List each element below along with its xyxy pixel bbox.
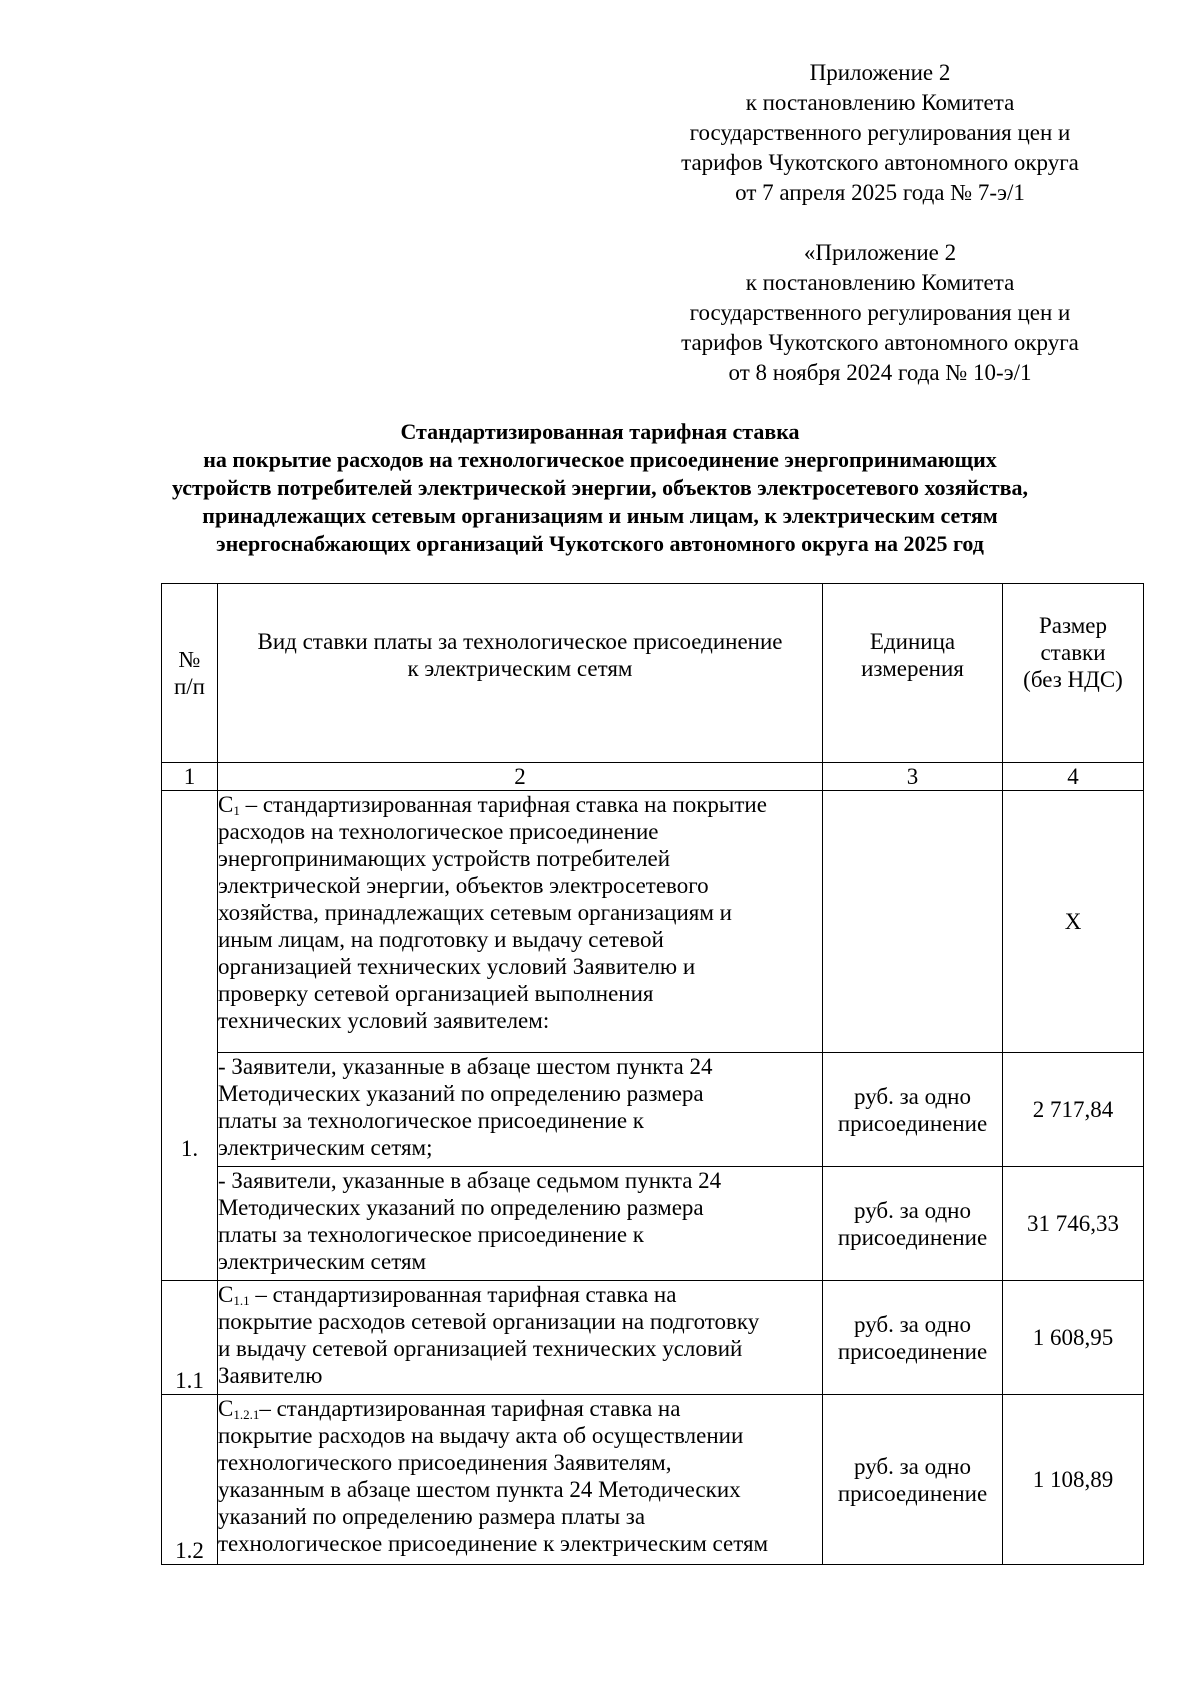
title-line: устройств потребителей электрической энергии, объектов электросетевого хозяйства, [171, 475, 1029, 500]
rate-symbol-subscript: 1 [233, 803, 240, 818]
appendix-line: государственного регулирования цен и [689, 120, 1071, 145]
rate-unit: руб. за одно присоединение [823, 1395, 1003, 1565]
header-rate-type: Вид ставки платы за технологическое присоединение к электрическим сетям [218, 584, 823, 763]
rate-symbol: С [218, 1396, 234, 1421]
rate-symbol-subscript: 1.2.1 [233, 1407, 260, 1422]
table-header-row [162, 584, 1144, 763]
unit-cell-empty [823, 791, 1003, 1053]
header-rate: Размер ставки (без НДС) [1003, 584, 1144, 763]
title-line: Стандартизированная тарифная ставка [400, 419, 800, 444]
title-line: энергоснабжающих организаций Чукотского автономного округа на 2025 год [216, 531, 984, 556]
rate-unit: руб. за одно присоединение [823, 1167, 1003, 1281]
row-number: 1.1 [162, 1281, 218, 1395]
header-number: № п/п [162, 584, 218, 763]
rate-value: 2 717,84 [1003, 1053, 1144, 1167]
rate-value: 31 746,33 [1003, 1167, 1144, 1281]
appendix-header-previous [640, 238, 1120, 388]
appendix-line: от 8 ноября 2024 года № 10-э/1 [728, 360, 1032, 385]
column-number: 2 [218, 763, 823, 791]
rate-description: - Заявители, указанные в абзаце седьмом пункта 24 Методических указаний по определению размера платы за технологическое присоединение к электрическим сетям [218, 1167, 823, 1281]
table-row [162, 1053, 1144, 1167]
rate-unit: руб. за одно присоединение [823, 1281, 1003, 1395]
rate-symbol: С [218, 792, 234, 817]
appendix-line: тарифов Чукотского автономного округа [681, 330, 1079, 355]
appendix-line: от 7 апреля 2025 года № 7-э/1 [735, 180, 1025, 205]
appendix-line: Приложение 2 [809, 60, 951, 85]
column-number: 4 [1003, 763, 1144, 791]
table-row [162, 1167, 1144, 1281]
row-number: 1. [162, 791, 218, 1281]
rate-symbol: С [218, 1282, 234, 1307]
table-row [162, 1281, 1144, 1395]
column-number: 1 [162, 763, 218, 791]
document-title [100, 418, 1100, 558]
header-unit: Единица измерения [823, 584, 1003, 763]
rate-description: - Заявители, указанные в абзаце шестом пункта 24 Методических указаний по определению размера платы за технологическое присоединение к электрическим сетям; [218, 1053, 823, 1167]
rate-description: $С_{1.1}$ – стандартизированная тарифная ставка на покрытие расходов сетевой организации на подготовку и выдачу сетевой организацией технических условий Заявителю [218, 1281, 823, 1395]
rate-symbol-subscript: 1.1 [233, 1293, 250, 1308]
column-number-row [162, 763, 1144, 791]
rate-description: $С_1$ – стандартизированная тарифная ставка на покрытие расходов на технологическое присоединение энергопринимающих устройств потребителей электрической энергии, объектов электросетевого хозяйства, принадлежащих сетевым организациям и иным лицам, на подготовку и выдачу сетевой организацией технических условий Заявителю и проверку сетевой организацией выполнения технических условий заявителем: [218, 791, 823, 1053]
tariff-table [161, 583, 1144, 1565]
title-line: принадлежащих сетевым организациям и иным лицам, к электрическим сетям [202, 503, 998, 528]
appendix-line: государственного регулирования цен и [689, 300, 1071, 325]
column-number: 3 [823, 763, 1003, 791]
appendix-line: к постановлению Комитета [745, 270, 1015, 295]
appendix-line: «Приложение 2 [803, 240, 957, 265]
rate-description: $С_{1.2.1}-$ стандартизированная тарифная ставка на покрытие расходов на выдачу акта об осуществлении технологического присоединения Заявителям, указанным в абзаце шестом пункта 24 Методических указаний по определению размера платы за технологическое присоединение к электрическим сетям [218, 1395, 823, 1565]
appendix-line: к постановлению Комитета [745, 90, 1015, 115]
row-number: 1.2 [162, 1395, 218, 1565]
rate-value: 1 608,95 [1003, 1281, 1144, 1395]
table-row [162, 1395, 1144, 1565]
table-row [162, 791, 1144, 1053]
rate-unit: руб. за одно присоединение [823, 1053, 1003, 1167]
appendix-line: тарифов Чукотского автономного округа [681, 150, 1079, 175]
rate-value: 1 108,89 [1003, 1395, 1144, 1565]
rate-value: X [1003, 791, 1144, 1053]
appendix-header-current [640, 58, 1120, 208]
title-line: на покрытие расходов на технологическое присоединение энергопринимающих [203, 447, 997, 472]
